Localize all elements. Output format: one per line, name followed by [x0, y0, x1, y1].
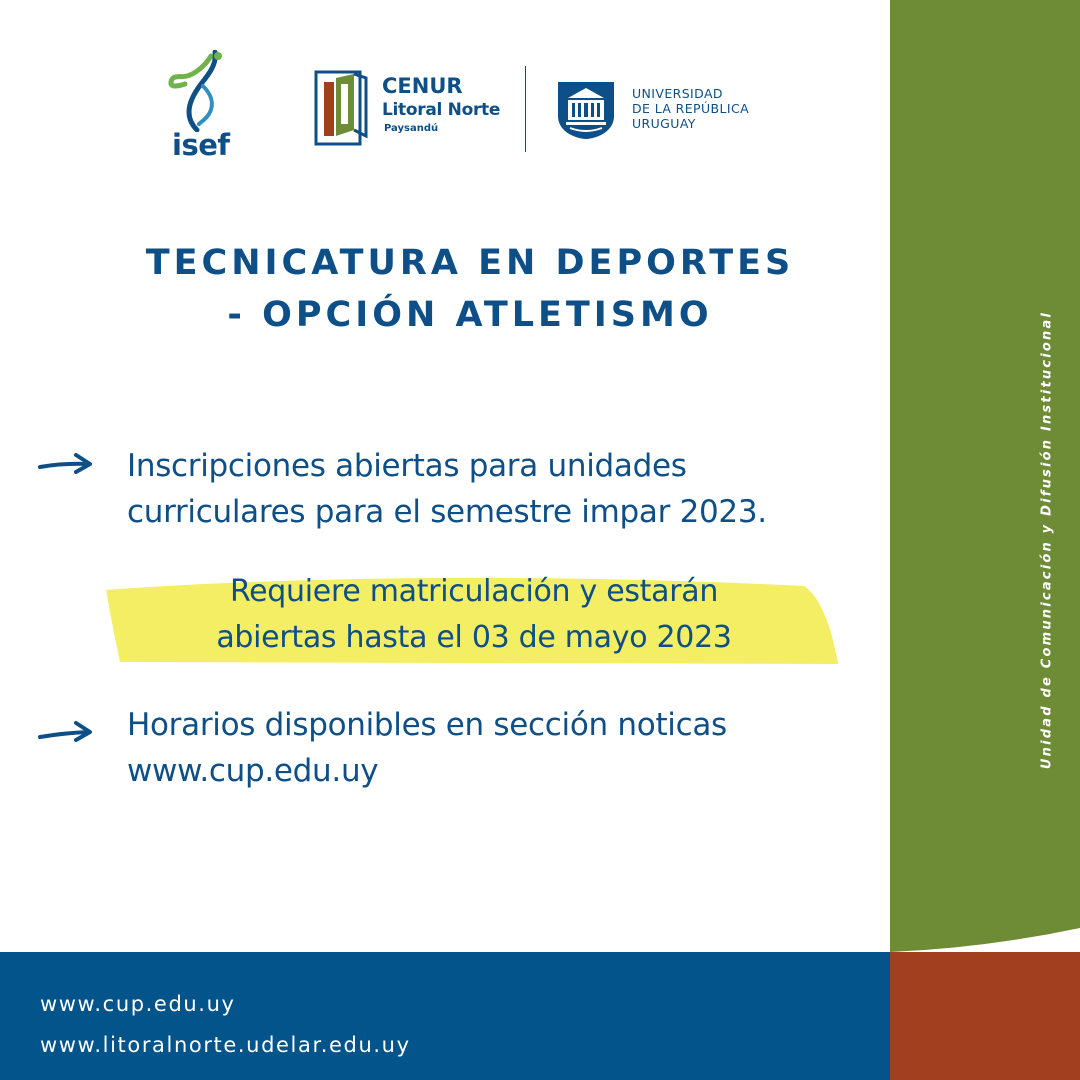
- isef-wordmark: isef: [172, 128, 230, 162]
- cenur-logo: [314, 70, 514, 146]
- logo-divider: [525, 66, 526, 152]
- udelar-line-2: DE LA REPÚBLICA: [632, 101, 750, 116]
- udelar-logo: [556, 76, 766, 140]
- page-title-line-2: - OPCIÓN ATLETISMO: [227, 295, 713, 335]
- isef-logo: [165, 50, 229, 162]
- footer-bar: [0, 952, 890, 1080]
- highlight-line-1: Requiere matriculación y estarán: [229, 574, 719, 609]
- cenur-title: CENUR: [382, 74, 463, 98]
- arrow-right-icon: [38, 450, 94, 480]
- bullet-1-line-1: Inscripciones abiertas para unidades: [127, 448, 687, 484]
- footer-link-litoralnorte[interactable]: www.litoralnorte.udelar.edu.uy: [40, 1033, 411, 1057]
- arrow-right-icon: [38, 718, 94, 748]
- cenur-subtitle: Litoral Norte: [382, 100, 501, 120]
- udelar-seal-icon: [556, 76, 616, 140]
- cenur-city: Paysandú: [384, 123, 439, 134]
- cenur-book-icon: [314, 70, 370, 146]
- footer-link-cup[interactable]: www.cup.edu.uy: [40, 992, 236, 1016]
- highlight-line-2: abiertas hasta el 03 de mayo 2023: [216, 620, 732, 655]
- side-green-curve: [890, 900, 1080, 960]
- page-title-line-1: TECNICATURA EN DEPORTES: [145, 243, 795, 283]
- isef-runner-icon: [165, 50, 229, 132]
- sidebar-caption: Unidad de Comunicación y Difusión Institucional: [1039, 310, 1055, 770]
- bullet-1-line-2: curriculares para el semestre impar 2023.: [127, 494, 767, 530]
- side-rust-block: [890, 952, 1080, 1080]
- udelar-line-1: UNIVERSIDAD: [632, 86, 723, 101]
- bullet-2-line-1: Horarios disponibles en sección noticas: [127, 707, 727, 743]
- bullet-2-link[interactable]: www.cup.edu.uy: [127, 753, 379, 789]
- udelar-line-3: URUGUAY: [632, 116, 696, 131]
